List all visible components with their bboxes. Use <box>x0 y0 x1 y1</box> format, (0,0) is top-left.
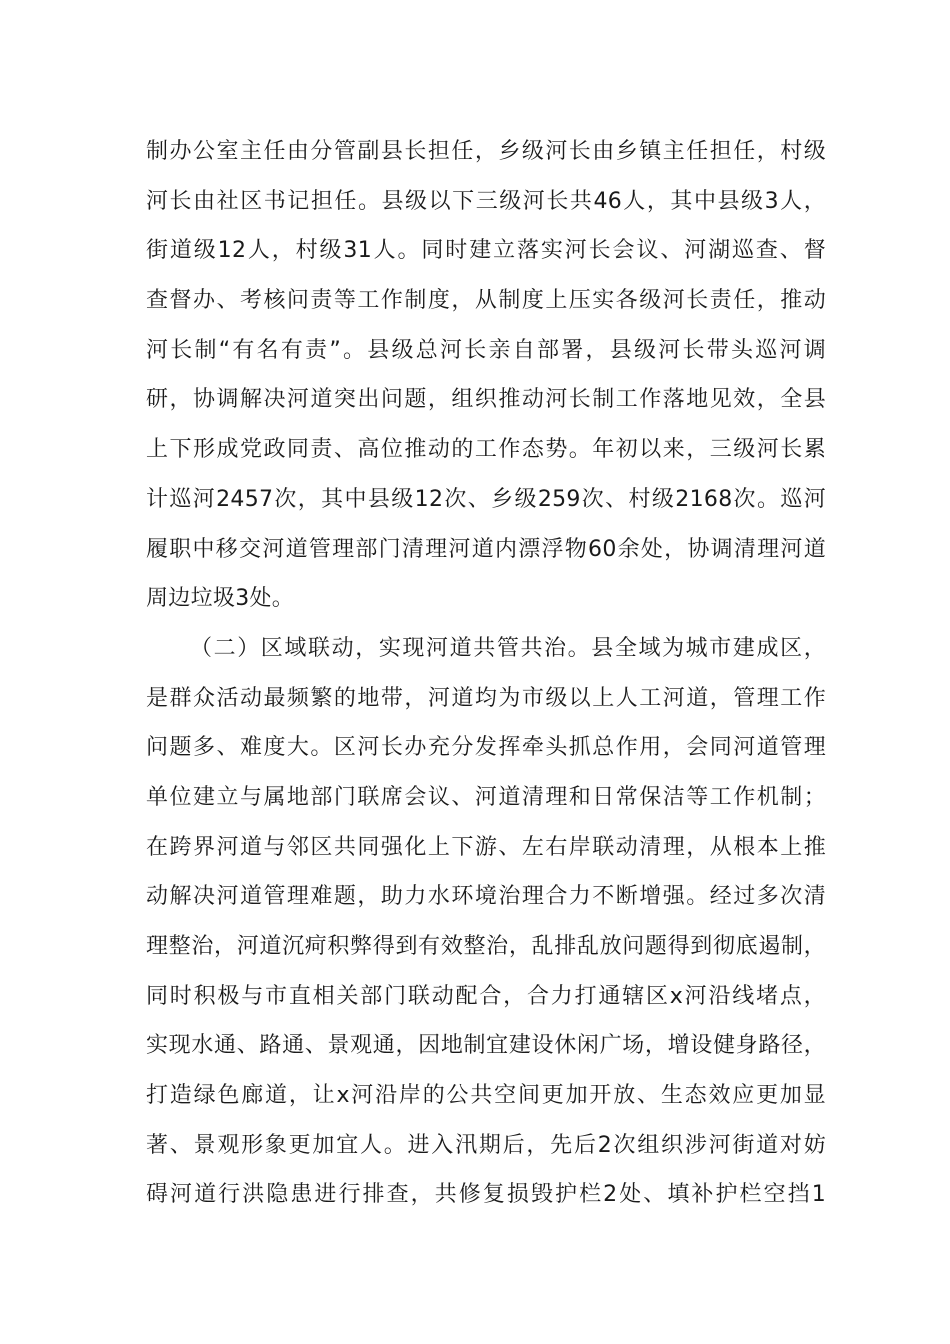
text-line: 履职中移交河道管理部门清理河道内漂浮物60余处，协调清理河道 <box>146 536 826 562</box>
text-line: 动解决河道管理难题，助力水环境治理合力不断增强。经过多次清 <box>146 884 826 910</box>
text-line: 河长由社区书记担任。县级以下三级河长共46人，其中县级3人， <box>146 188 826 214</box>
text-line: 上下形成党政同责、高位推动的工作态势。年初以来，三级河长累 <box>146 437 826 463</box>
text-line: 是群众活动最频繁的地带，河道均为市级以上人工河道，管理工作 <box>146 685 826 711</box>
text-line: 河长制“有名有责”。县级总河长亲自部署，县级河长带头巡河调 <box>146 337 826 363</box>
text-line: 著、景观形象更加宜人。进入汛期后，先后2次组织涉河街道对妨 <box>146 1132 826 1158</box>
text-line: 碍河道行洪隐患进行排查，共修复损毁护栏2处、填补护栏空挡1 <box>146 1182 826 1208</box>
text-line: 理整治，河道沉疴积弊得到有效整治，乱排乱放问题得到彻底遏制， <box>146 934 826 959</box>
text-line: 在跨界河道与邻区共同强化上下游、左右岸联动清理，从根本上推 <box>146 834 826 860</box>
text-line: 计巡河2457次，其中县级12次、乡级259次、村级2168次。巡河 <box>146 486 826 512</box>
text-line: 单位建立与属地部门联席会议、河道清理和日常保洁等工作机制； <box>146 784 826 810</box>
text-line: 问题多、难度大。区河长办充分发挥牵头抓总作用，会同河道管理 <box>146 735 826 761</box>
text-line: 研，协调解决河道突出问题，组织推动河长制工作落地见效，全县 <box>146 387 826 413</box>
text-line: 街道级12人，村级31人。同时建立落实河长会议、河湖巡查、督 <box>146 238 826 264</box>
text-line: 查督办、考核问责等工作制度，从制度上压实各级河长责任，推动 <box>146 288 826 314</box>
section-heading-line: （二）区域联动，实现河道共管共治。县全域为城市建成区， <box>190 635 826 661</box>
text-line: 同时积极与市直相关部门联动配合，合力打通辖区x河沿线堵点， <box>146 983 826 1009</box>
body-text <box>146 132 826 1225</box>
text-line: 制办公室主任由分管副县长担任，乡级河长由乡镇主任担任，村级 <box>146 139 826 164</box>
text-line: 周边垃圾3处。 <box>146 586 295 612</box>
paragraph-river-chief-system <box>146 132 826 629</box>
paragraph-regional-linkage <box>146 629 826 1225</box>
text-line: 打造绿色廊道，让x河沿岸的公共空间更加开放、生态效应更加显 <box>146 1083 826 1109</box>
text-line: 实现水通、路通、景观通，因地制宜建设休闲广场，增设健身路径， <box>146 1033 826 1059</box>
